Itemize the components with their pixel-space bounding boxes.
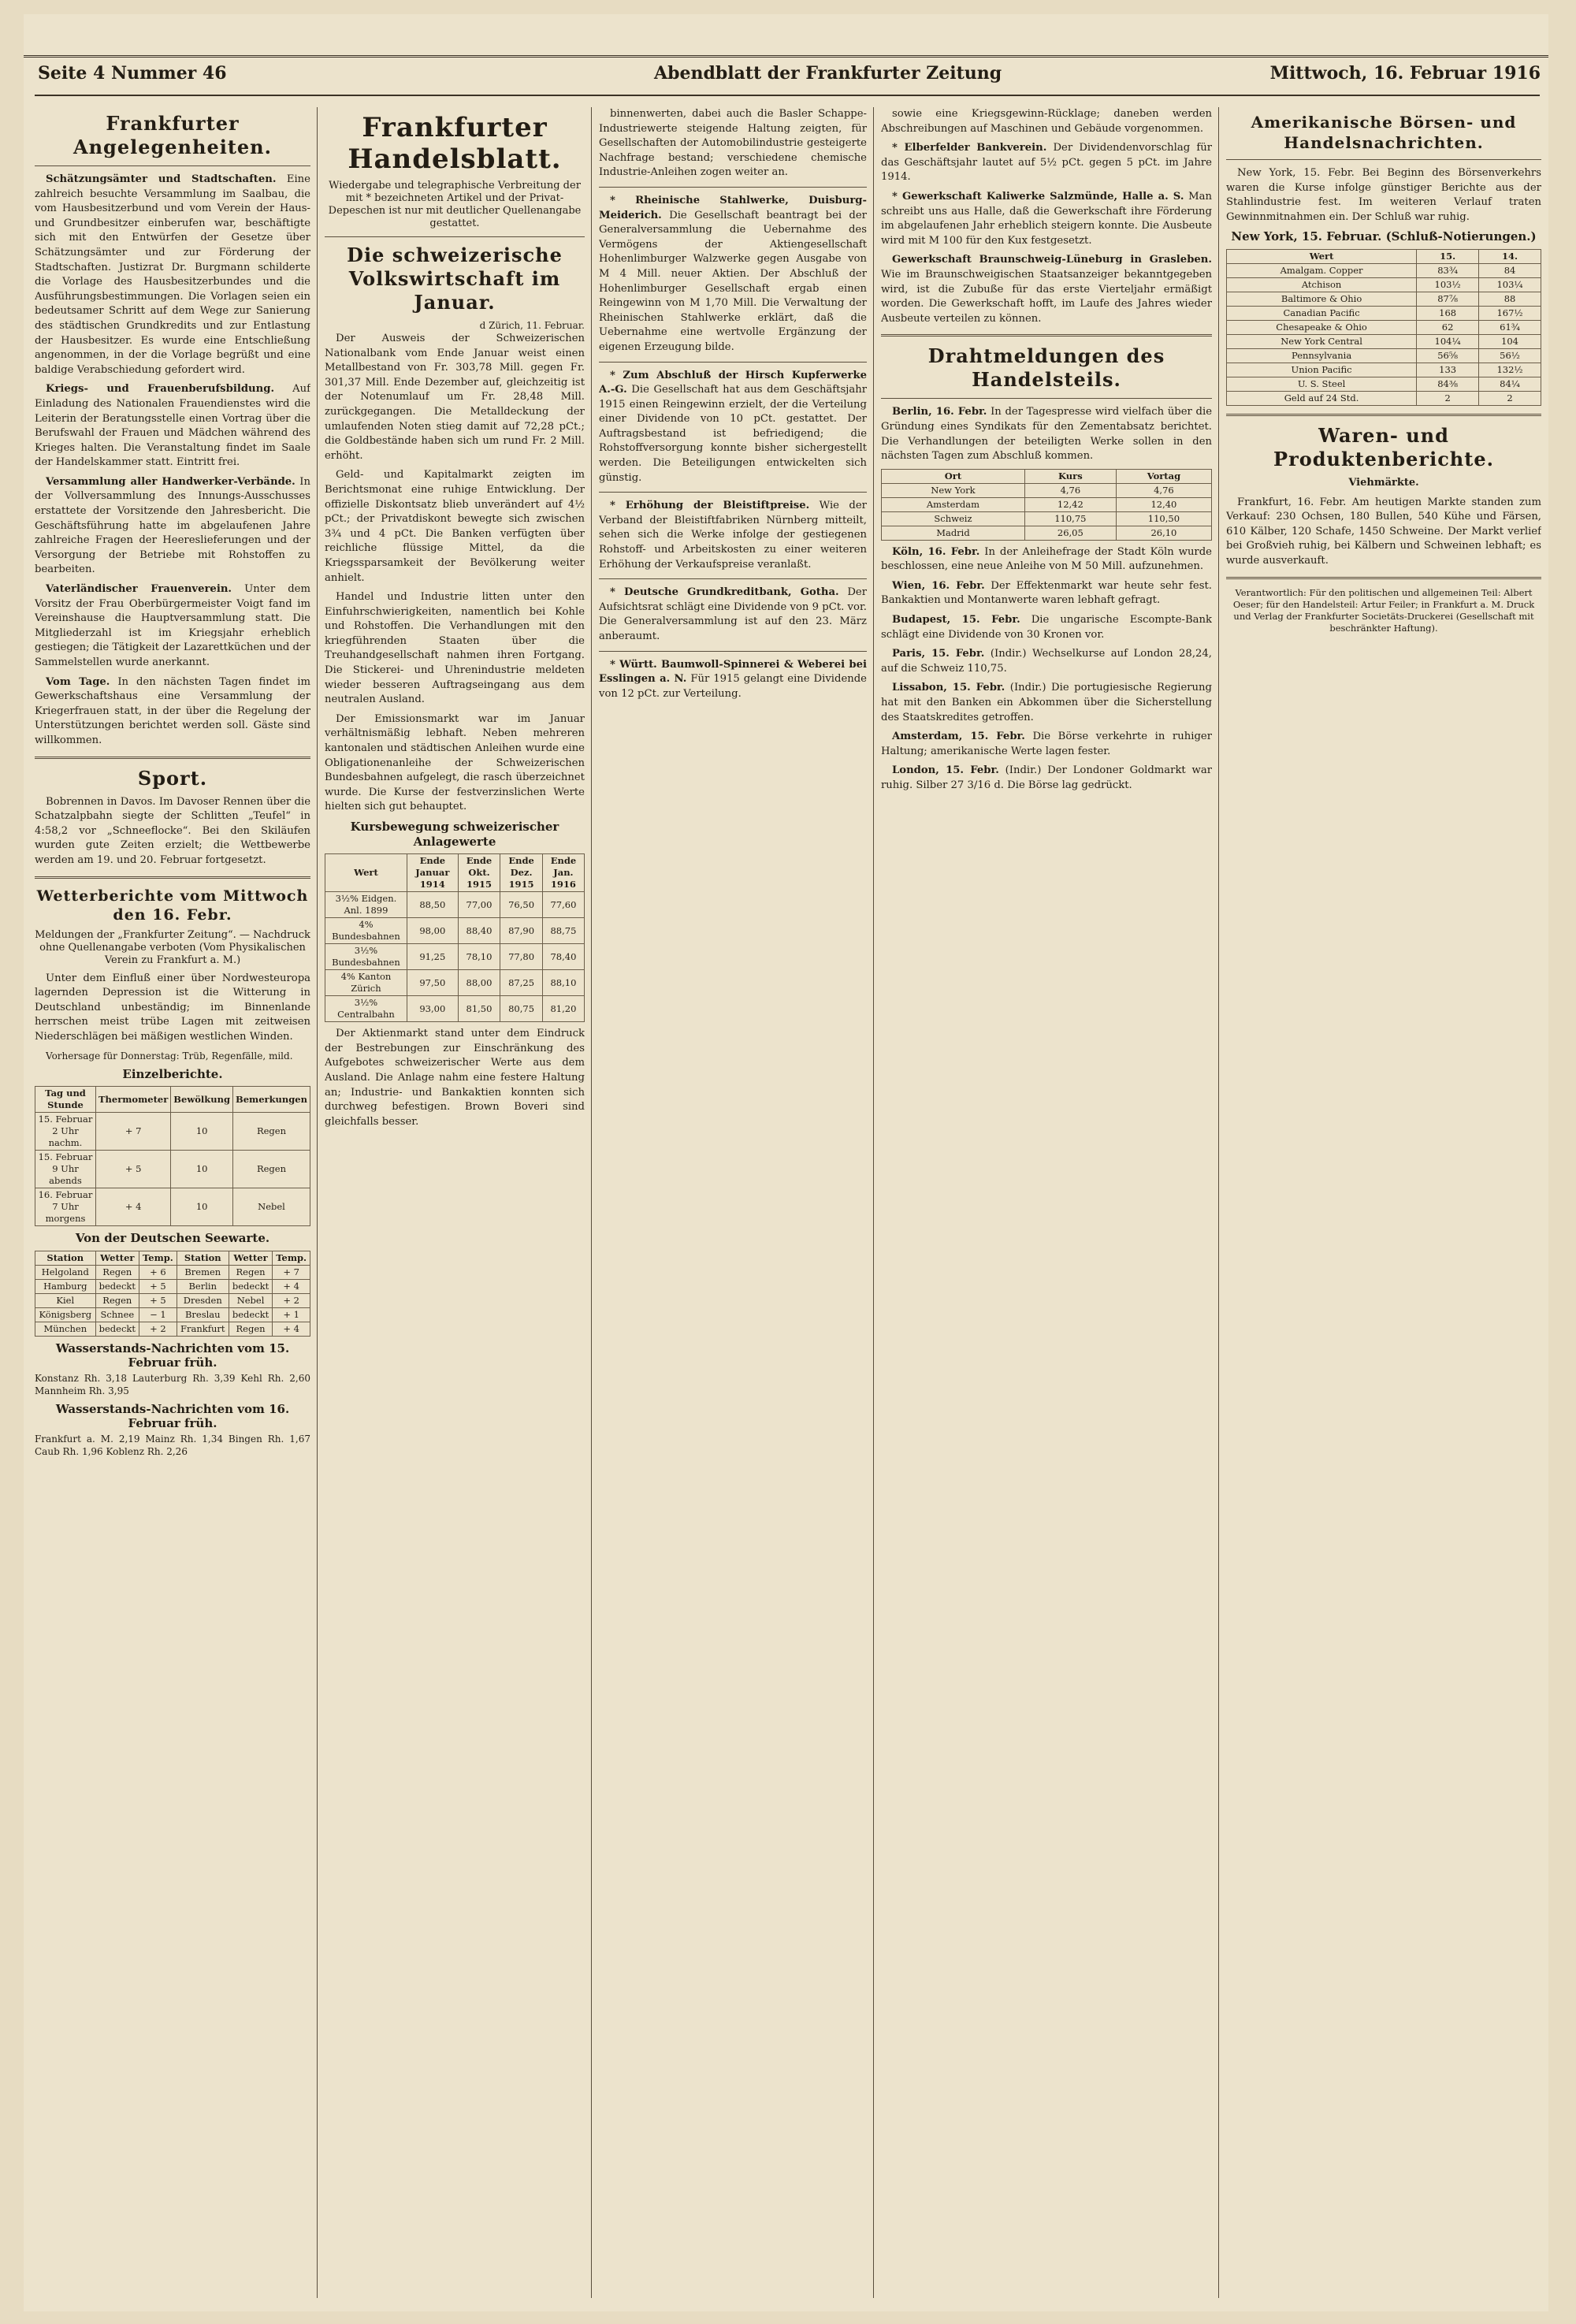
handelsblatt-notice: Wiedergabe und telegraphische Verbreitung der mit * bezeichneten Artikel und der Privat-Depeschen ist nur mit deutlicher Quellenangabe gestattet. bbox=[328, 180, 582, 229]
weather-title: Wetterberichte vom Mittwoch den 16. Febr. bbox=[36, 887, 309, 924]
dateline: d Zürich, 11. Februar. bbox=[479, 320, 585, 331]
paragraph: sowie eine Kriegsgewinn-Rücklage; daneben werden Abschreibungen auf Maschinen und Gebäude vorgenommen. bbox=[881, 108, 1212, 135]
section-title-amerika: Amerikanische Börsen- und Handelsnachrichten. bbox=[1251, 113, 1517, 152]
water-levels-1: Konstanz Rh. 3,18 Lauterburg Rh. 3,39 Kehl Rh. 2,60 Mannheim Rh. 3,95 bbox=[35, 1372, 310, 1396]
table-row: Amsterdam 12,42 12,40 bbox=[882, 497, 1212, 511]
water-levels-2-title: Wasserstands-Nachrichten vom 16. Februar früh. bbox=[55, 1401, 290, 1431]
column-3 bbox=[599, 107, 867, 2306]
column-4 bbox=[881, 107, 1212, 2306]
article: * Erhöhung der Bleistiftpreise. Wie der Verband der Bleistiftfabriken Nürnberg mitteilt, sehen sich die Werke infolge der gestiegenen Rohstoff- und Arbeitskosten zu einer weiteren Erhöhung der Verkaufspreise veranlaßt. bbox=[599, 500, 867, 571]
section-title-handelsblatt: Frankfurter Handelsblatt. bbox=[348, 112, 562, 175]
table-row: Helgoland Regen + 6 Bremen Regen + 7 bbox=[35, 1265, 310, 1279]
table-row: 15. Februar 2 Uhr nachm. + 7 10 Regen bbox=[35, 1113, 310, 1151]
section-title-frankfurt: Frankfurter Angelegenheiten. bbox=[72, 112, 272, 158]
seewarte-title: Von der Deutschen Seewarte. bbox=[75, 1231, 270, 1246]
ny-quotes-title: New York, 15. Februar. (Schluß-Notierungen.) bbox=[1231, 229, 1537, 244]
table-row: 15. Februar 9 Uhr abends + 5 10 Regen bbox=[35, 1151, 310, 1188]
table-row: 3½% Bundesbahnen 91,25 78,10 77,80 78,40 bbox=[325, 944, 585, 970]
section-title-drahtmeldungen: Drahtmeldungen des Handelsteils. bbox=[927, 344, 1165, 392]
column-1 bbox=[35, 107, 310, 2306]
table-row: New York 4,76 4,76 bbox=[882, 483, 1212, 497]
wire-report: Amsterdam, 15. Febr. Die Börse verkehrte in ruhiger Haltung; amerikanische Werte lagen fester. bbox=[881, 731, 1212, 757]
column-rule bbox=[317, 107, 318, 2298]
weather-text: Unter dem Einfluß einer über Nordwesteuropa lagernden Depression ist die Witterung in Deutschland unbeständig; im Binnenlande herrschen meist trübe Lagen mit zeitweisen Niederschlägen bei mäßigen westlichen Winden. bbox=[35, 972, 310, 1043]
wire-report: Köln, 16. Febr. In der Anleihefrage der Stadt Köln wurde beschlossen, eine neue Anleihe von M 50 Mill. aufzunehmen. bbox=[881, 545, 1212, 573]
stations-table: Station Wetter Temp. Station Wetter Temp. Helgoland Regen + 6 Bremen Regen + 7 Hamburg bedeckt + 5 Berlin bedeckt + 4 Kiel Regen + 5 Dresden Nebel + 2 Königsberg Schnee − 1 Breslau bedeckt + 1 München bedeckt + 2 Frankfurt Regen + 4 bbox=[35, 1251, 310, 1337]
masthead bbox=[24, 14, 1548, 84]
securities-table-title: Kursbewegung schweizerischer Anlagewerte bbox=[350, 820, 559, 849]
table-row: Pennsylvania 56⅝ 56½ bbox=[1227, 348, 1541, 363]
water-levels-1-title: Wasserstands-Nachrichten vom 15. Februar früh. bbox=[55, 1340, 290, 1370]
imprint: Verantwortlich: Für den politischen und allgemeinen Teil: Albert Oeser; für den Handelsteil: Artur Feiler; in Frankfurt a. M. Druck und Verlag der Frankfurter Societäts-Druckerei (Gesellschaft mit beschränkter Haftung). bbox=[1232, 586, 1535, 634]
page-number: Seite 4 Nummer 46 bbox=[38, 63, 227, 84]
paragraph: Frankfurt, 16. Febr. Am heutigen Markte standen zum Verkauf: 230 Ochsen, 180 Bullen, 540 Kühe und Färsen, 610 Kälber, 120 Schafe, 1450 Schweine. Der Markt verlief bei Großvieh ruhig, bei Kälbern und Schweinen lebhaft; es wurde ausverkauft. bbox=[1226, 496, 1541, 567]
wire-report: Berlin, 16. Febr. In der Tagespresse wird vielfach über die Gründung eines Syndikats für den Zementabsatz berichtet. Die Verhandlungen der beteiligten Werke sollen in den nächsten Tagen zum Abschluß kommen. bbox=[881, 406, 1212, 463]
table-row: Baltimore & Ohio 87⅞ 88 bbox=[1227, 292, 1541, 306]
securities-table: Wert Ende Januar 1914 Ende Okt. 1915 Ende Dez. 1915 Ende Jan. 1916 3½% Eidgen. Anl. 1899 88,50 77,00 76,50 77,60 4% Bundesbahnen 98,00 88,40 87,90 88,75 3½% Bundesbahnen 91,25 78,10 77,80 78,40 4% Kanton Zürich 97,50 88,00 87,25 88,10 3½% Centralbahn 93,00 81,50 80,75 81,20 bbox=[325, 853, 585, 1022]
table-row: U. S. Steel 84⅜ 84¼ bbox=[1227, 377, 1541, 391]
header-rule bbox=[35, 95, 1540, 96]
table-row: Madrid 26,05 26,10 bbox=[882, 526, 1212, 540]
article: Vaterländischer Frauenverein. Unter dem Vorsitz der Frau Oberbürgermeister Voigt fand im Vereinshause die Hauptversammlung statt. Die Mitgliederzahl ist im Kriegsjahr erheblich gestiegen; die Tätigkeit der Lazarettküchen und der Sammelstellen wurde anerkannt. bbox=[35, 583, 310, 668]
wire-report: Wien, 16. Febr. Der Effektenmarkt war heute sehr fest. Bankaktien und Montanwerte waren lebhaft gefragt. bbox=[881, 579, 1212, 607]
forecast: Vorhersage für Donnerstag: Trüb, Regenfälle, mild. bbox=[46, 1050, 293, 1062]
article: Vom Tage. In den nächsten Tagen findet im Gewerkschaftshaus eine Versammlung der Kriegerfrauen statt, in der über die Regelung der Unterstützungen berichtet werden soll. Gäste sind willkommen. bbox=[35, 675, 310, 746]
table-row: 3½% Centralbahn 93,00 81,50 80,75 81,20 bbox=[325, 996, 585, 1022]
article: Kriegs- und Frauenberufsbildung. Auf Einladung des Nationalen Frauendienstes wird die Leiterin der Beratungsstelle einen Vortrag über die Berufswahl der Frauen und Mädchen während des Krieges halten. Die Veranstaltung findet im Saale der Handelskammer statt. Eintritt frei. bbox=[35, 383, 310, 469]
table-row: Union Pacific 133 132½ bbox=[1227, 363, 1541, 377]
table-row: Schweiz 110,75 110,50 bbox=[882, 511, 1212, 526]
sport-article: Bobrennen in Davos. Im Davoser Rennen über die Schatzalpbahn siegte der Schlitten „Teufel“ in 4:58,2 vor „Schneeflocke“. Bei den Skiläufen wurden gute Zeiten erzielt; die Wettbewerbe werden am 19. und 20. Februar fortgesetzt. bbox=[35, 795, 310, 866]
table-row: Atchison 103½ 103¼ bbox=[1227, 277, 1541, 292]
water-levels-2: Frankfurt a. M. 2,19 Mainz Rh. 1,34 Bingen Rh. 1,67 Caub Rh. 1,96 Koblenz Rh. 2,26 bbox=[35, 1433, 310, 1458]
table-row: München bedeckt + 2 Frankfurt Regen + 4 bbox=[35, 1322, 310, 1336]
table-row: 3½% Eidgen. Anl. 1899 88,50 77,00 76,50 77,60 bbox=[325, 892, 585, 918]
wire-report: Budapest, 15. Febr. Die ungarische Escompte-Bank schlägt eine Dividende von 30 Kronen vor. bbox=[881, 614, 1212, 641]
paragraph: Der Ausweis der Schweizerischen Nationalbank vom Ende Januar weist einen Metallbestand von Fr. 303,78 Mill. gegen Fr. 301,37 Mill. Ende Dezember auf, gleichzeitig ist der Notenumlauf um Fr. 28,48 Mill. zurückgegangen. Die Metalldeckung der umlaufenden Noten stieg damit auf 72,28 pCt.; die Goldbestände haben sich um rund Fr. 2 Mill. erhöht. bbox=[325, 333, 585, 462]
table-row: 4% Bundesbahnen 98,00 88,40 87,90 88,75 bbox=[325, 918, 585, 944]
column-rule bbox=[591, 107, 592, 2298]
column-rule bbox=[1218, 107, 1219, 2298]
newspaper-title: Abendblatt der Frankfurter Zeitung bbox=[654, 63, 1002, 84]
article: * Rheinische Stahlwerke, Duisburg-Meiderich. Die Gesellschaft beantragt bei der Generalversammlung die Uebernahme des Vermögens der Aktiengesellschaft Hohenlimburger Walzwerke gegen Ausgabe von M 4 Mill. neuer Aktien. Der Abschluß der Hohenlimburger Gesellschaft ergab einen Reingewinn von M 1,70 Mill. Die Verwaltung der Rheinischen Stahlwerke erklärt, daß die Uebernahme eine wertvolle Ergänzung der eigenen Erzeugung bilde. bbox=[599, 194, 867, 353]
article-title-schweiz: Die schweizerische Volkswirtschaft im Januar. bbox=[347, 244, 563, 314]
article: * Gewerkschaft Kaliwerke Salzmünde, Halle a. S. Man schreibt uns aus Halle, daß die Gewerkschaft ihre Förderung im abgelaufenen Jahr erheblich steigern konnte. Die Ausbeute wird mit M 100 für den Kux festgesetzt. bbox=[881, 190, 1212, 247]
table-row: Kiel Regen + 5 Dresden Nebel + 2 bbox=[35, 1293, 310, 1307]
table-row: 4% Kanton Zürich 97,50 88,00 87,25 88,10 bbox=[325, 970, 585, 996]
paragraph: Der Emissionsmarkt war im Januar verhältnismäßig lebhaft. Neben mehreren kantonalen und städtischen Anleihen wurde eine Obligationenanleihe der Schweizerischen Bundesbahnen aufgelegt, die rasch überzeichnet wurde. Die Kurse der festverzinslichen Werte hielten sich gut behauptet. bbox=[325, 712, 585, 813]
article: Versammlung aller Handwerker-Verbände. In der Vollversammlung des Innungs-Ausschusses erstattete der Vorsitzende den Jahresbericht. Die Geschäftsführung hatte im abgelaufenen Jahre zahlreiche Fragen der Heereslieferungen und der Versorgung der Betriebe mit Rohstoffen zu bearbeiten. bbox=[35, 475, 310, 576]
article: * Elberfelder Bankverein. Der Dividendenvorschlag für das Geschäftsjahr lautet auf 5½ pCt. gegen 5 pCt. im Jahre 1914. bbox=[881, 142, 1212, 184]
paragraph: Handel und Industrie litten unter den Einfuhrschwierigkeiten, namentlich bei Kohle und Rohstoffen. Die Verhandlungen mit den kriegführenden Staaten über die Treuhandgesellschaft nahmen ihren Fortgang. Die Stickerei- und Uhrenindustrie meldeten wieder besseren Auftragseingang aus dem neutralen Ausland. bbox=[325, 591, 585, 706]
table-row: New York Central 104¼ 104 bbox=[1227, 334, 1541, 348]
issue-date: Mittwoch, 16. Februar 1916 bbox=[1269, 63, 1541, 84]
table-row: Geld auf 24 Std. 2 2 bbox=[1227, 391, 1541, 405]
section-title-sport: Sport. bbox=[137, 766, 208, 790]
article: * Deutsche Grundkreditbank, Gotha. Der Aufsichtsrat schlägt eine Dividende von 9 pCt. vor. Die Generalversammlung ist auf den 23. März anberaumt. bbox=[599, 586, 867, 642]
article: * Zum Abschluß der Hirsch Kupferwerke A.-G. Die Gesellschaft hat aus dem Geschäftsjahr 1915 einen Reingewinn erzielt, der die Verteilung einer Dividende von 10 pCt. gestattet. Der Auftragsbestand ist befriedigend; die Rohstoffversorgung konnte bisher sichergestellt werden. Die Beteiligungen entwickelten sich günstig. bbox=[599, 369, 867, 484]
table-row: Chesapeake & Ohio 62 61¾ bbox=[1227, 320, 1541, 334]
column-5 bbox=[1226, 107, 1541, 2306]
table-row: 16. Februar 7 Uhr morgens + 4 10 Nebel bbox=[35, 1188, 310, 1226]
table-row: Canadian Pacific 168 167½ bbox=[1227, 306, 1541, 320]
newspaper-page bbox=[24, 14, 1548, 2311]
wire-report: Paris, 15. Febr. (Indir.) Wechselkurse auf London 28,24, auf die Schweiz 110,75. bbox=[881, 648, 1212, 675]
wire-report: London, 15. Febr. (Indir.) Der Londoner Goldmarkt war ruhig. Silber 27 3/16 d. Die Börse lag gedrückt. bbox=[881, 764, 1212, 791]
wire-report: Lissabon, 15. Febr. (Indir.) Die portugiesische Regierung hat mit den Banken ein Abkommen über die Sicherstellung des Staatskredites getroffen. bbox=[881, 682, 1212, 723]
weather-subtitle: Meldungen der „Frankfurter Zeitung“. — Nachdruck ohne Quellenangabe verboten (Vom Physikalischen Verein zu Frankfurt a. M.) bbox=[35, 928, 310, 966]
article: * Württ. Baumwoll-Spinnerei & Weberei bei Esslingen a. N. Für 1915 gelangt eine Dividende von 12 pCt. zur Verteilung. bbox=[599, 658, 867, 700]
table-row: Königsberg Schnee − 1 Breslau bedeckt + 1 bbox=[35, 1307, 310, 1322]
column-rule bbox=[873, 107, 874, 2298]
paragraph: binnenwerten, dabei auch die Basler Schappe-Industriewerte steigende Haltung zeigten, für Gesellschaften der Automobilindustrie gesteigerte Nachfrage bestand; verschiedene chemische Industrie-Anleihen zogen weiter an. bbox=[599, 108, 867, 179]
ny-quotes-table: Wert 15. 14. Amalgam. Copper 83¾ 84 Atchison 103½ 103¼ Baltimore & Ohio 87⅞ 88 Canadian Pacific 168 167½ Chesapeake & Ohio 62 61¾ New York Central 104¼ 104 Pennsylvania 56⅝ 56½ Union Pacific 133 132½ U. S. Steel 84⅜ 84¼ Geld auf 24 Std. 2 2 bbox=[1226, 249, 1541, 406]
table-row: Hamburg bedeckt + 5 Berlin bedeckt + 4 bbox=[35, 1279, 310, 1293]
section-title-waren: Waren- und Produktenberichte. bbox=[1273, 423, 1494, 470]
viehmaerkte-title: Viehmärkte. bbox=[1348, 476, 1419, 489]
paragraph: New York, 15. Febr. Bei Beginn des Börsenverkehrs waren die Kurse infolge günstiger Berichte aus der Stahlindustrie fest. Im weiteren Verlauf traten Gewinnmitnahmen ein. Der Schluß war ruhig. bbox=[1226, 167, 1541, 223]
column-2 bbox=[325, 107, 585, 2306]
article: Gewerkschaft Braunschweig-Lüneburg in Grasleben. Wie im Braunschweigischen Staatsanzeiger bekanntgegeben wird, ist die Zubuße für das erste Vierteljahr ermäßigt worden. Die Gewerkschaft hofft, im Laufe des Jahres wieder Ausbeute verteilen zu können. bbox=[881, 254, 1212, 325]
local-reports-title: Einzelberichte. bbox=[122, 1066, 223, 1081]
local-weather-table: Tag und Stunde Thermometer Bewölkung Bemerkungen 15. Februar 2 Uhr nachm. + 7 10 Regen 15. Februar 9 Uhr abends + 5 10 Regen 16. Februar 7 Uhr morgens + 4 10 Nebel bbox=[35, 1086, 310, 1226]
table-row: Amalgam. Copper 83¾ 84 bbox=[1227, 263, 1541, 277]
paragraph: Der Aktienmarkt stand unter dem Eindruck der Bestrebungen zur Einschränkung des Aufgebotes schweizerischer Werte aus dem Ausland. Die Anlage nahm eine festere Haltung an; Industrie- und Bankaktien konnten sich durchweg befestigen. Brown Boveri sind gleichfalls besser. bbox=[325, 1028, 585, 1128]
article: Schätzungsämter und Stadtschaften. Eine zahlreich besuchte Versammlung im Saalbau, die vom Hausbesitzerbund und vom Verein der Haus- und Grundbesitzer einberufen war, beschäftigte sich mit den Entwürfen der Gesetze über Schätzungsämter und zur Förderung der Stadtschaften. Justizrat Dr. Burgmann schilderte die Vorlage des Hausbesitzerbundes und die Ausführungsbestimmungen. Die Vorlagen seien ein bedeutsamer Schritt auf dem Wege zur Sanierung des städtischen Grundkredits und zur Entlastung der Hausbesitzer. Es wurde eine Entschließung angenommen, in der die Vorlage begrüßt und eine baldige Verabschiedung gefordert wird. bbox=[35, 173, 310, 376]
exchange-table: Ort Kurs Vortag New York 4,76 4,76 Amsterdam 12,42 12,40 Schweiz 110,75 110,50 Madrid 26,05 26,10 bbox=[881, 469, 1212, 541]
paragraph: Geld- und Kapitalmarkt zeigten im Berichtsmonat eine ruhige Entwicklung. Der offizielle Diskontsatz blieb unverändert auf 4½ pCt.; der Privatdiskont bewegte sich zwischen 3¾ und 4 pCt. Die Banken verfügten über reichliche flüssige Mittel, da die Kriegssparsamkeit der Bevölkerung weiter anhielt. bbox=[325, 469, 585, 584]
